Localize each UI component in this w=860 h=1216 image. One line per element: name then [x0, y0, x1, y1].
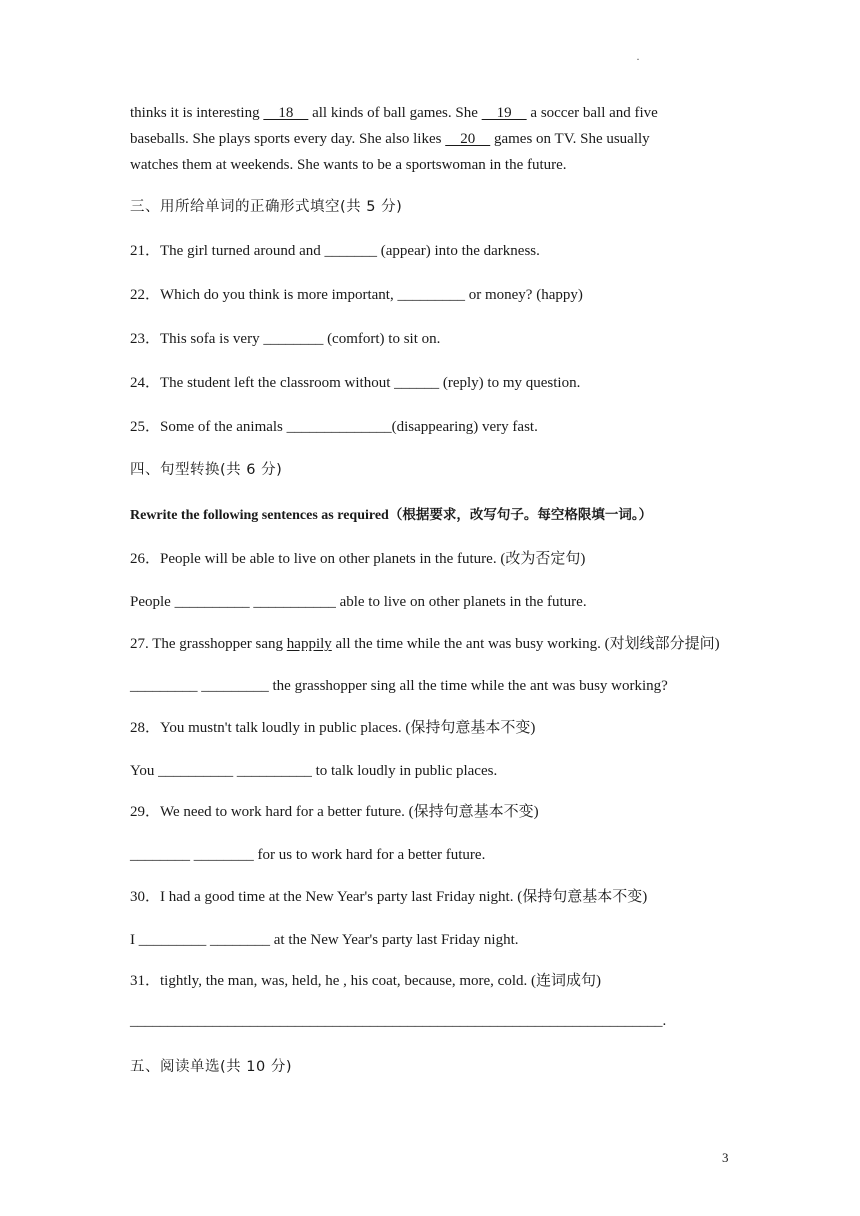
page-number: 3: [722, 1150, 729, 1165]
question-30: 30．I had a good time at the New Year's party last Friday night. (保持句意基本不变): [130, 889, 648, 905]
answer-30: I _________ ________ at the New Year's party last Friday night.: [130, 932, 519, 948]
answer-27: _________ _________ the grasshopper sing all the time while the ant was busy working?: [130, 678, 668, 694]
answer-29: ________ ________ for us to work hard for a better future.: [130, 847, 486, 863]
question-27: 27. The grasshopper sang happily all the time while the ant was busy working. (对划线部分提问): [130, 636, 720, 652]
question-29: 29．We need to work hard for a better future. (保持句意基本不变): [130, 804, 539, 820]
question-28: 28．You mustn't talk loudly in public places. (保持句意基本不变): [130, 720, 536, 736]
section-4-heading: 四、句型转换(共 6 分): [130, 462, 283, 478]
section-4-instruction: Rewrite the following sentences as required（根据要求，改写句子。每空格限填一词。）: [130, 507, 653, 523]
question-25: 25．Some of the animals ______________(disappearing) very fast.: [130, 419, 538, 435]
section-3-heading: 三、用所给单词的正确形式填空(共 5 分): [130, 199, 403, 215]
header-mark: ·: [636, 52, 640, 66]
blank-20[interactable]: 20: [445, 131, 491, 147]
blank-18[interactable]: 18: [263, 105, 309, 121]
question-24: 24．The student left the classroom without ______ (reply) to my question.: [130, 375, 581, 391]
question-31: 31．tightly, the man, was, held, he , his coat, because, more, cold. (连词成句): [130, 973, 601, 989]
question-21: 21．The girl turned around and _______ (appear) into the darkness.: [130, 243, 540, 259]
blank-19[interactable]: 19: [481, 105, 527, 121]
underlined-word: happily: [286, 636, 332, 652]
answer-28: You __________ __________ to talk loudly in public places.: [130, 763, 498, 779]
passage-line-1: thinks it is interesting 18 all kinds of ball games. She 19 a soccer ball and five: [130, 105, 658, 121]
question-23: 23．This sofa is very ________ (comfort) to sit on.: [130, 331, 441, 347]
answer-26: People __________ ___________ able to live on other planets in the future.: [130, 594, 587, 610]
question-26: 26．People will be able to live on other planets in the future. (改为否定句): [130, 551, 586, 567]
section-5-heading: 五、阅读单选(共 10 分): [130, 1059, 292, 1075]
question-22: 22．Which do you think is more important, _________ or money? (happy): [130, 287, 583, 303]
passage-line-3: watches them at weekends. She wants to be a sportswoman in the future.: [130, 157, 567, 173]
answer-31-line: _______________________________________________________________________.: [130, 1013, 667, 1029]
passage-line-2: baseballs. She plays sports every day. She also likes 20 games on TV. She usually: [130, 131, 650, 147]
